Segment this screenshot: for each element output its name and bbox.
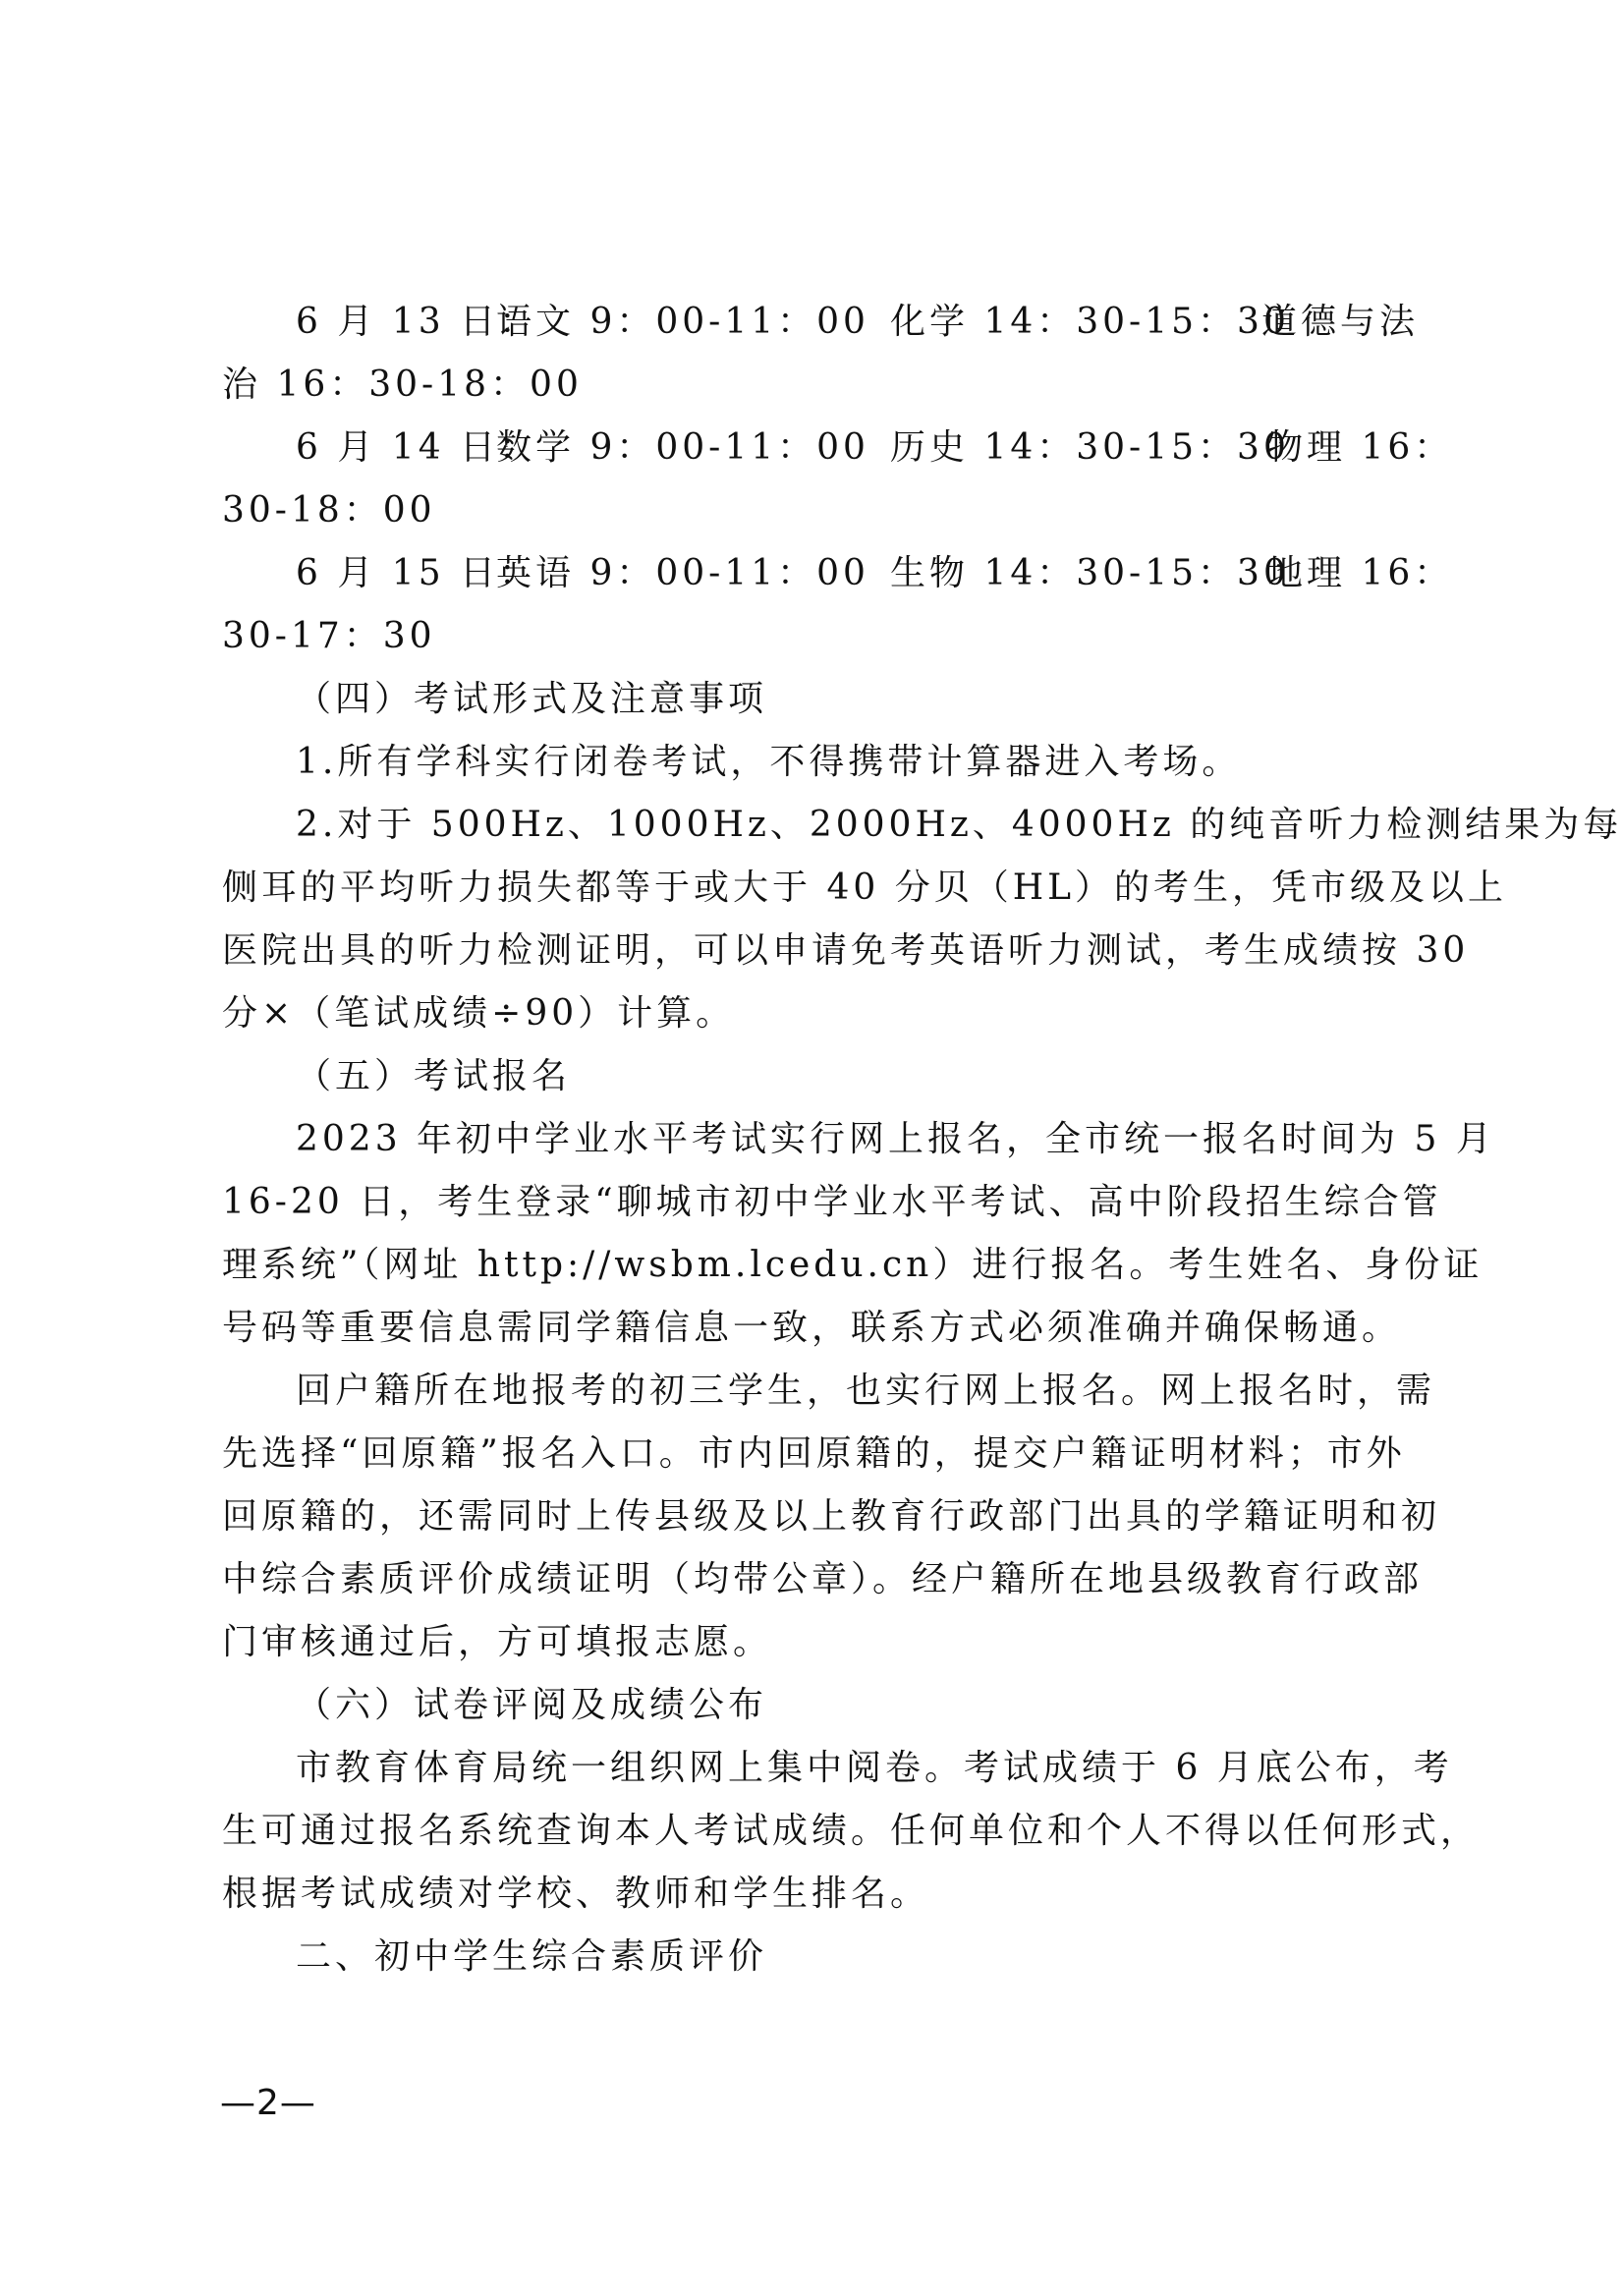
schedule-subject: 语文 9：00-11：00 xyxy=(496,302,869,342)
paragraph-line: 号码等重要信息需同学籍信息一致，联系方式必须准确并确保畅通。 xyxy=(222,1308,1402,1348)
schedule-subject: 英语 9：00-11：00 xyxy=(496,553,869,593)
paragraph-line: 先选择“回原籍”报名入口。市内回原籍的，提交户籍证明材料；市外 xyxy=(222,1433,1406,1474)
paragraph-line: 2023 年初中学业水平考试实行网上报名，全市统一报名时间为 5 月 xyxy=(296,1119,1495,1159)
schedule-subject: 化学 14：30-15：30 xyxy=(890,302,1290,342)
schedule-continuation: 治 16：30-18：00 xyxy=(222,364,583,405)
schedule-subject: 物理 16： xyxy=(1267,427,1454,468)
paragraph-line: 生可通过报名系统查询本人考试成绩。任何单位和个人不得以任何形式， xyxy=(222,1811,1481,1851)
paragraph-line: 医院出具的听力检测证明，可以申请免考英语听力测试，考生成绩按 30 xyxy=(222,930,1470,971)
schedule-continuation: 30-17：30 xyxy=(222,616,436,656)
paragraph-line: 门审核通过后，方可填报志愿。 xyxy=(222,1622,773,1662)
paragraph-line: 16-20 日，考生登录“聊城市初中学业水平考试、高中阶段招生综合管 xyxy=(222,1182,1442,1222)
schedule-date: 6 月 13 日： xyxy=(296,302,539,342)
paragraph-line: 侧耳的平均听力损失都等于或大于 40 分贝（HL）的考生，凭市级及以上 xyxy=(222,868,1507,908)
schedule-subject: 历史 14：30-15：30 xyxy=(890,427,1290,468)
schedule-subject: 地理 16： xyxy=(1267,553,1454,593)
schedule-subject: 数学 9：00-11：00 xyxy=(496,427,869,468)
schedule-subject: 道德与法 xyxy=(1261,302,1420,342)
section-heading: （五）考试报名 xyxy=(296,1056,572,1096)
paragraph-line: 市教育体育局统一组织网上集中阅卷。考试成绩于 6 月底公布，考 xyxy=(296,1748,1453,1788)
schedule-date: 6 月 15 日： xyxy=(296,553,539,593)
schedule-continuation: 30-18：00 xyxy=(222,490,436,531)
paragraph-line: 回原籍的，还需同时上传县级及以上教育行政部门出具的学籍证明和初 xyxy=(222,1496,1441,1537)
paragraph-line: 根据考试成绩对学校、教师和学生排名。 xyxy=(222,1874,930,1914)
paragraph-line: 中综合素质评价成绩证明（均带公章）。经户籍所在地县级教育行政部 xyxy=(222,1559,1424,1599)
paragraph-line: 回户籍所在地报考的初三学生，也实行网上报名。网上报名时，需 xyxy=(296,1371,1436,1411)
page-number: —2— xyxy=(220,2083,316,2123)
part-heading: 二、初中学生综合素质评价 xyxy=(296,1936,768,1977)
paragraph-line: 1.所有学科实行闭卷考试，不得携带计算器进入考场。 xyxy=(296,742,1242,782)
section-heading: （六）试卷评阅及成绩公布 xyxy=(296,1685,768,1725)
paragraph-line: 理系统”（网址 http://wsbm.lcedu.cn）进行报名。考生姓名、身份证 xyxy=(222,1245,1483,1285)
schedule-subject: 生物 14：30-15：30 xyxy=(890,553,1290,593)
paragraph-line: 2.对于 500Hz、1000Hz、2000Hz、4000Hz 的纯音听力检测结果为每 xyxy=(296,805,1623,845)
paragraph-line: 分×（笔试成绩÷90）计算。 xyxy=(222,993,736,1034)
section-heading: （四）考试形式及注意事项 xyxy=(296,679,768,719)
schedule-date: 6 月 14 日： xyxy=(296,427,539,468)
